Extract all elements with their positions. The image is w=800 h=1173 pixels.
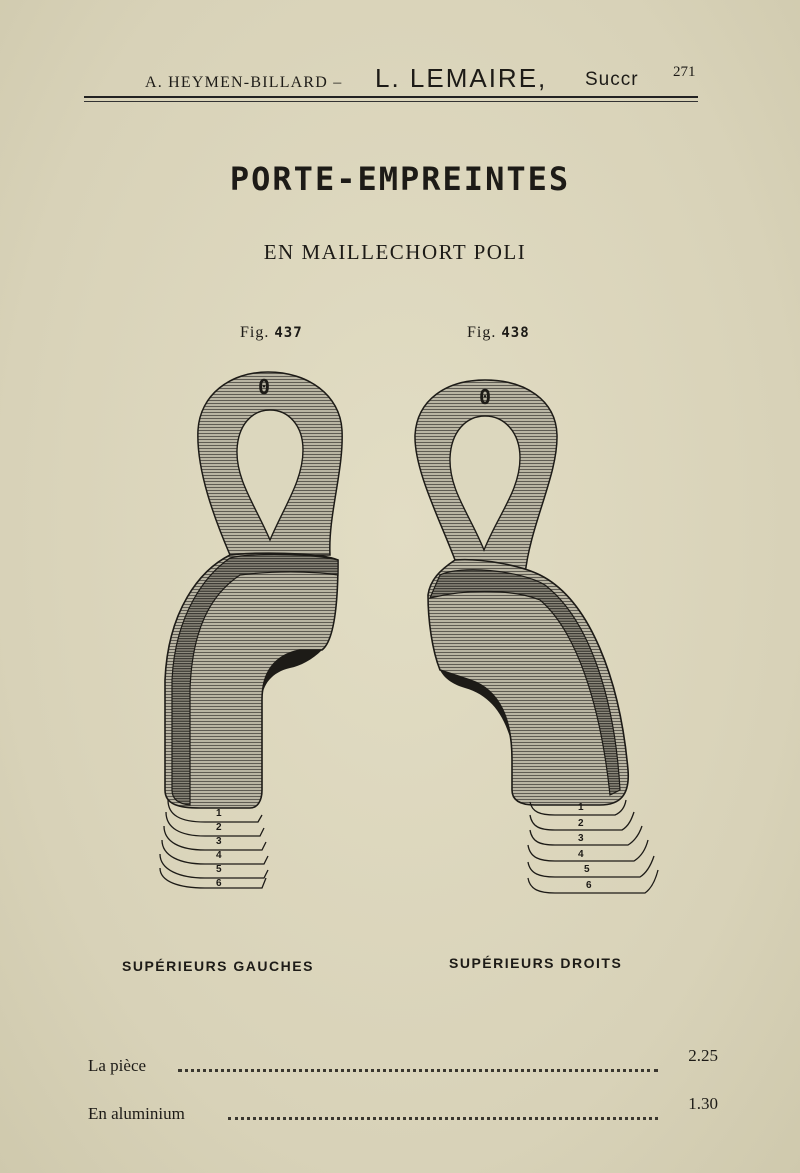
- figure-label-number: 437: [274, 325, 303, 341]
- page-title: PORTE-EMPREINTES: [229, 160, 571, 198]
- size-number: 2: [578, 817, 584, 829]
- price-label: En aluminium: [88, 1104, 185, 1123]
- successor-name: L. LEMAIRE,: [375, 63, 548, 93]
- size-number: 5: [584, 864, 590, 875]
- price-row-piece: [88, 1046, 718, 1076]
- size-outlines-left: [160, 800, 268, 888]
- size-number: 4: [578, 848, 584, 860]
- size-number: 1: [578, 802, 584, 813]
- size-number: 1: [216, 808, 222, 819]
- size-numbers-right: [578, 800, 592, 893]
- successor-abbreviation: Succr: [585, 69, 639, 90]
- size-number: 6: [216, 878, 222, 889]
- tray-mark-left: 0: [258, 375, 271, 399]
- price-label: La pièce: [88, 1056, 147, 1075]
- page-number: 271: [673, 64, 696, 80]
- price-value: 1.30: [688, 1094, 718, 1113]
- figure-label-prefix: Fig.: [467, 324, 497, 341]
- figure-label-prefix: Fig.: [240, 324, 270, 341]
- publisher-name: A. HEYMEN-BILLARD –: [145, 74, 343, 91]
- price-value: 2.25: [688, 1046, 718, 1065]
- price-row-aluminium: [88, 1094, 718, 1124]
- caption-superieurs-gauches: SUPÉRIEURS GAUCHES: [122, 958, 314, 974]
- figure-label-number: 438: [501, 325, 530, 341]
- tray-mark-right: 0: [479, 385, 492, 409]
- size-number: 2: [216, 822, 222, 833]
- size-outlines-right: [528, 800, 658, 893]
- leader-dots: [178, 1069, 658, 1072]
- caption-superieurs-droits: SUPÉRIEURS DROITS: [449, 955, 623, 971]
- leader-dots: [228, 1117, 658, 1120]
- size-number: 5: [216, 864, 222, 875]
- size-number: 3: [216, 836, 222, 847]
- size-number: 3: [578, 833, 584, 844]
- size-number: 4: [216, 850, 222, 861]
- size-number: 6: [586, 879, 592, 891]
- page-subtitle: EN MAILLECHORT POLI: [263, 240, 527, 264]
- size-numbers-left: [216, 807, 222, 891]
